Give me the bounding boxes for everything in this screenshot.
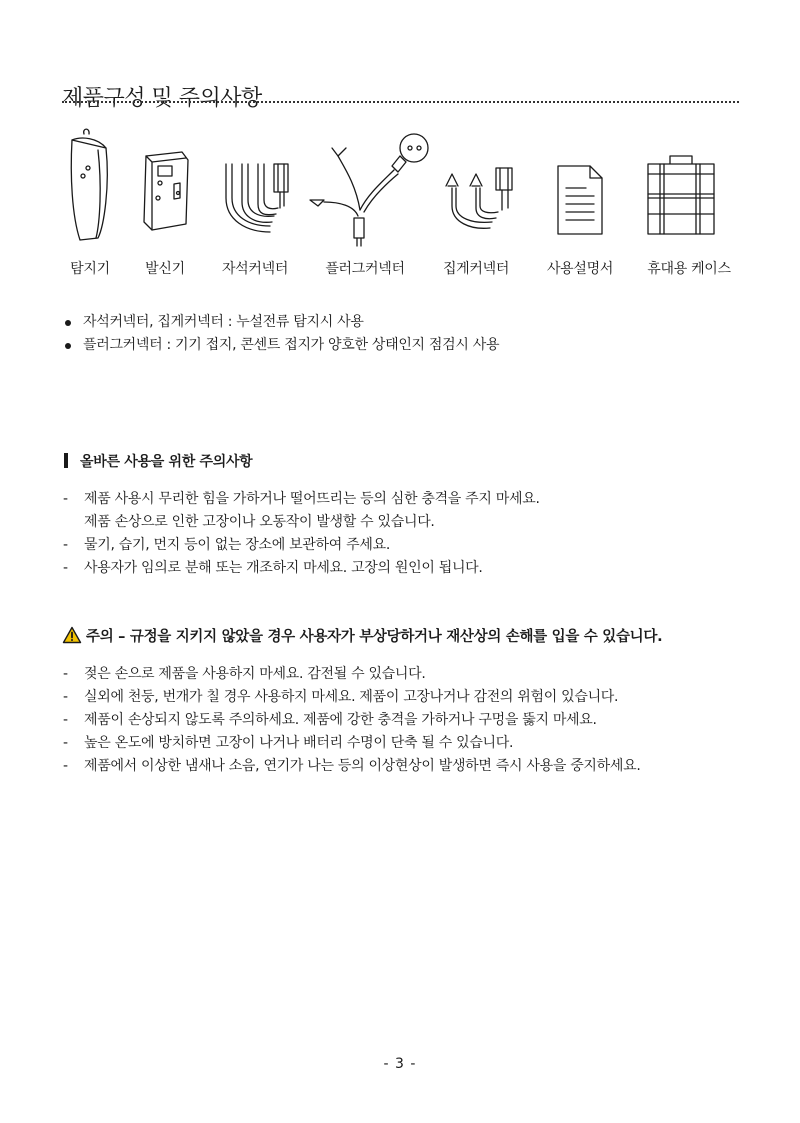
list-item-text: - 물기, 습기, 먼지 등이 없는 장소에 보관하여 주세요. — [84, 537, 390, 553]
caution-list — [62, 663, 640, 778]
component-list — [0, 120, 800, 290]
clip-connector-icon — [442, 160, 518, 240]
list-item: - 제품이 손상되지 않도록 주의하세요. 제품에 강한 충격을 가하거나 구멍을 뚫지 마세요. — [62, 709, 640, 732]
section-heading-text: 올바른 사용을 위한 주의사항 — [80, 454, 253, 470]
title-divider — [62, 101, 739, 103]
list-item-text: - 제품 사용시 무리한 힘을 가하거나 떨어뜨리는 등의 심한 충격을 주지 마세요. — [84, 491, 540, 507]
component-label-transmitter: 발신기 — [145, 261, 185, 277]
heading-bar — [64, 453, 68, 468]
list-item — [62, 534, 540, 557]
list-item — [62, 488, 540, 534]
transmitter-icon — [138, 148, 194, 234]
plug-connector-icon — [302, 126, 442, 250]
component-label-detector: 탐지기 — [70, 261, 110, 277]
list-item-text: 제품 손상으로 인한 고장이나 오동작이 발생할 수 있습니다. — [84, 514, 435, 530]
list-item: - 제품에서 이상한 냄새나 소음, 연기가 나는 등의 이상현상이 발생하면 즉시 사용을 중지하세요. — [62, 755, 640, 778]
component-label-plug-connector: 플러그커넥터 — [325, 261, 405, 277]
section-heading — [64, 451, 252, 471]
warning-triangle-icon — [62, 626, 82, 644]
list-item: - 높은 온도에 방치하면 고장이 나거나 배터리 수명이 단축 될 수 있습니다. — [62, 732, 640, 755]
manual-icon — [556, 164, 606, 236]
page-number: - 3 - — [383, 1056, 417, 1072]
list-item: - 실외에 천둥, 번개가 칠 경우 사용하지 마세요. 제품이 고장나거나 감전의 위험이 있습니다. — [62, 686, 640, 709]
component-label-manual: 사용설명서 — [546, 261, 614, 277]
list-item: 플러그커넥터 : 기기 접지, 콘센트 접지가 양호한 상태인지 점검시 사용 — [62, 334, 499, 357]
usage-notes — [62, 311, 499, 357]
magnet-connector-icon — [220, 158, 296, 240]
caution-heading — [62, 625, 662, 646]
page-title: 제품구성 및 주의사항 — [62, 85, 262, 111]
carrying-case-icon — [646, 154, 716, 238]
list-item: 자석커넥터, 집게커넥터 : 누설전류 탐지시 사용 — [62, 311, 499, 334]
list-item — [62, 557, 540, 580]
caution-text: 주의 – 규정을 지키지 않았을 경우 사용자가 부상당하거나 재산상의 손해를 입을 수 있습니다. — [86, 629, 663, 645]
component-label-clip-connector: 집게커넥터 — [442, 261, 510, 277]
detector-icon — [62, 126, 118, 246]
list-item-text: - 사용자가 임의로 분해 또는 개조하지 마세요. 고장의 원인이 됩니다. — [84, 560, 483, 576]
component-label-magnet-connector: 자석커넥터 — [221, 261, 289, 277]
list-item: - 젖은 손으로 제품을 사용하지 마세요. 감전될 수 있습니다. — [62, 663, 640, 686]
proper-use-list — [62, 488, 540, 580]
component-label-carrying-case: 휴대용 케이스 — [647, 261, 731, 277]
